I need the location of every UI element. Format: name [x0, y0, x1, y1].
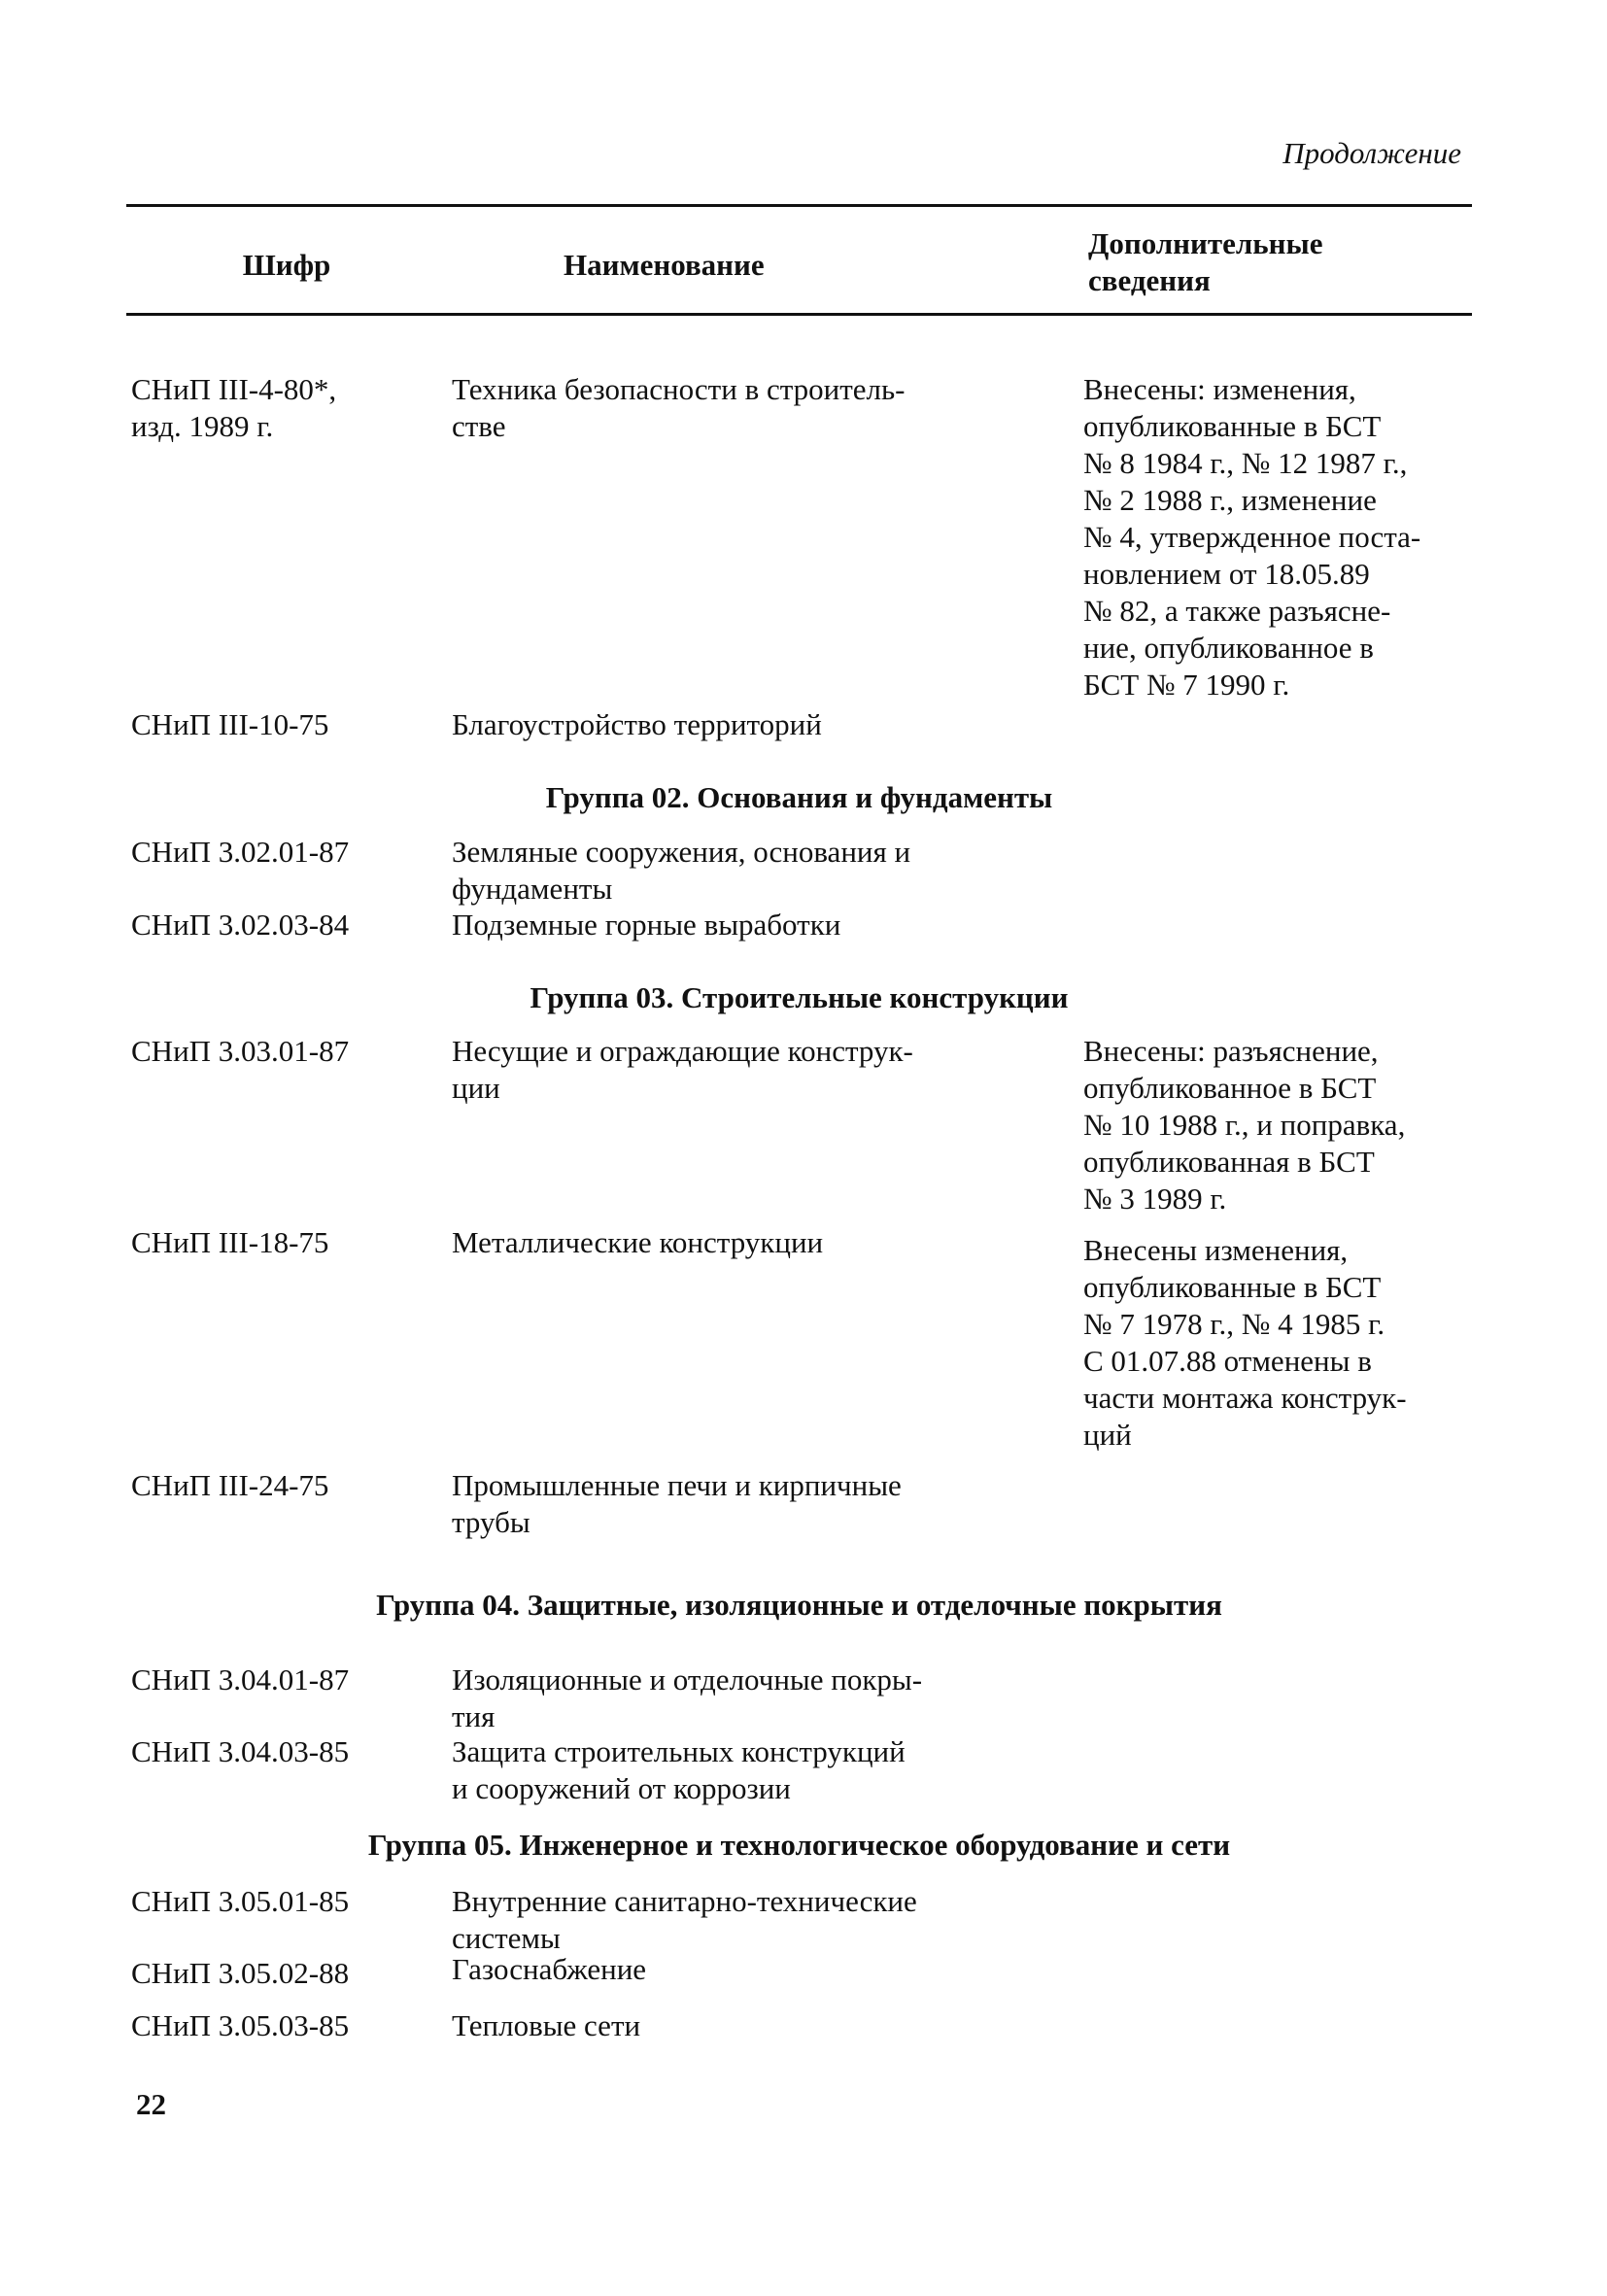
- continuation-label: Продолжение: [1282, 136, 1461, 170]
- table-row-code: [131, 1033, 442, 1070]
- table-row-name: [452, 2007, 1044, 2044]
- column-header-info: [1088, 225, 1477, 299]
- name-line: Металлические конструкции: [452, 1225, 824, 1259]
- name-line: трубы: [452, 1505, 530, 1539]
- table-row-code: [131, 907, 442, 943]
- info-line: № 2 1988 г., изменение: [1083, 483, 1377, 517]
- table-row-info: [1083, 1033, 1482, 1217]
- info-line: части монтажа конструк-: [1083, 1381, 1407, 1415]
- info-line: Внесены изменения,: [1083, 1233, 1349, 1267]
- column-header-name: Наименование: [564, 248, 765, 282]
- code-line: СНиП 3.05.01-85: [131, 1884, 350, 1918]
- column-header-code: Шифр: [242, 248, 331, 282]
- header-bottom-rule: [126, 313, 1472, 316]
- name-line: Техника безопасности в строитель-: [452, 372, 906, 406]
- info-line: С 01.07.88 отменены в: [1083, 1344, 1372, 1378]
- info-line: БСТ № 7 1990 г.: [1083, 668, 1290, 702]
- name-line: Промышленные печи и кирпичные: [452, 1468, 902, 1502]
- code-line: СНиП 3.03.01-87: [131, 1034, 350, 1068]
- header-top-rule: [126, 204, 1472, 207]
- table-row-name: [452, 834, 1044, 908]
- name-line: Защита строительных конструкций: [452, 1734, 906, 1768]
- info-line: опубликованные в БСТ: [1083, 1270, 1382, 1304]
- info-line: № 82, а также разъясне-: [1083, 594, 1391, 628]
- group-heading: Группа 05. Инженерное и технологическое оборудование и сети: [367, 1828, 1231, 1862]
- info-line: № 3 1989 г.: [1083, 1182, 1227, 1216]
- info-line: № 8 1984 г., № 12 1987 г.,: [1083, 446, 1408, 480]
- info-line: новлением от 18.05.89: [1083, 557, 1370, 591]
- code-line: изд. 1989 г.: [131, 409, 274, 443]
- table-row-code: [131, 706, 442, 743]
- info-line: опубликованные в БСТ: [1083, 409, 1382, 443]
- table-row-code: [131, 1883, 442, 1920]
- table-row-name: [452, 1224, 1044, 1261]
- table-row-code: [131, 1467, 442, 1504]
- table-row-name: [452, 1733, 1044, 1807]
- table-row-code: [131, 2007, 442, 2044]
- name-line: стве: [452, 409, 506, 443]
- page-number: 22: [136, 2087, 166, 2121]
- info-line: ние, опубликованное в: [1083, 631, 1374, 665]
- table-row-name: [452, 1467, 1044, 1541]
- table-row-info: [1083, 371, 1482, 703]
- name-line: Благоустройство территорий: [452, 707, 822, 741]
- name-line: Внутренние санитарно-технические: [452, 1884, 917, 1918]
- name-line: тия: [452, 1699, 496, 1733]
- table-row-code: [131, 1224, 442, 1261]
- name-line: фундаменты: [452, 872, 613, 906]
- group-heading: Группа 04. Защитные, изоляционные и отделочные покрытия: [376, 1588, 1222, 1622]
- name-line: Несущие и ограждающие конструк-: [452, 1034, 913, 1068]
- code-line: СНиП III-18-75: [131, 1225, 329, 1259]
- table-row-name: [452, 1033, 1044, 1107]
- group-heading: Группа 03. Строительные конструкции: [530, 980, 1069, 1014]
- table-row-info: [1083, 1232, 1482, 1454]
- info-line: № 7 1978 г., № 4 1985 г.: [1083, 1307, 1385, 1341]
- table-row-code: [131, 834, 442, 871]
- code-line: СНиП 3.05.02-88: [131, 1956, 350, 1990]
- code-line: СНиП 3.04.01-87: [131, 1662, 350, 1696]
- code-line: СНиП III-24-75: [131, 1468, 329, 1502]
- code-line: СНиП 3.02.03-84: [131, 908, 350, 942]
- group-heading: Группа 02. Основания и фундаменты: [545, 780, 1053, 814]
- table-row-code: [131, 1662, 442, 1698]
- info-line: № 4, утвержденное поста-: [1083, 520, 1421, 554]
- name-line: Тепловые сети: [452, 2008, 641, 2042]
- table-row-name: [452, 1662, 1044, 1735]
- table-row-name: [452, 1951, 1044, 1988]
- name-line: Подземные горные выработки: [452, 908, 841, 942]
- name-line: Земляные сооружения, основания и: [452, 835, 911, 869]
- info-line: опубликованное в БСТ: [1083, 1071, 1377, 1105]
- table-row-name: [452, 706, 1044, 743]
- info-line: ций: [1083, 1418, 1132, 1452]
- name-line: и сооружений от коррозии: [452, 1771, 791, 1805]
- code-line: СНиП 3.02.01-87: [131, 835, 350, 869]
- info-line: опубликованная в БСТ: [1083, 1145, 1375, 1179]
- code-line: СНиП III-4-80*,: [131, 372, 337, 406]
- table-row-name: [452, 1883, 1044, 1957]
- table-row-name: [452, 907, 1044, 943]
- info-line: Внесены: разъяснение,: [1083, 1034, 1379, 1068]
- info-line: Внесены: изменения,: [1083, 372, 1356, 406]
- table-row-name: [452, 371, 1044, 445]
- name-line: Газоснабжение: [452, 1952, 647, 1986]
- code-line: СНиП 3.04.03-85: [131, 1734, 350, 1768]
- info-line: № 10 1988 г., и поправка,: [1083, 1108, 1406, 1142]
- name-line: системы: [452, 1921, 561, 1955]
- name-line: ции: [452, 1071, 500, 1105]
- name-line: Изоляционные и отделочные покры-: [452, 1662, 923, 1696]
- column-header-info-line: сведения: [1088, 263, 1211, 297]
- table-row-code: [131, 1955, 442, 1992]
- code-line: СНиП III-10-75: [131, 707, 329, 741]
- code-line: СНиП 3.05.03-85: [131, 2008, 350, 2042]
- column-header-info-line: Дополнительные: [1088, 226, 1323, 260]
- table-row-code: [131, 1733, 442, 1770]
- table-row-code: [131, 371, 442, 445]
